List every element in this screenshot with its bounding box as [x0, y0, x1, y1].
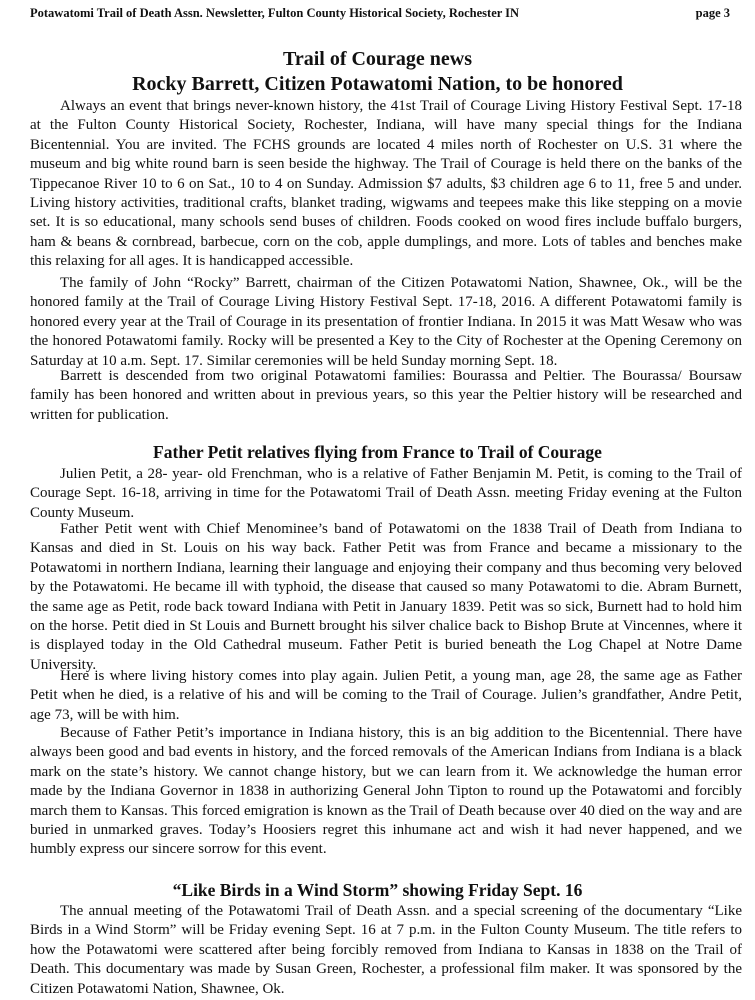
paragraph-s2-1: Julien Petit, a 28- year- old Frenchman, who is a relative of Father Benjamin M. Petit, is coming to the Trail of Courage Sept. 16-18, arriving in time for the Potawatomi Trail of Death Assn. meeting Friday evening at the Fulton County Museum.	[30, 466, 742, 521]
section-title-trail-of-courage-news: Trail of Courage news	[282, 48, 473, 70]
paragraph-s1-1: Always an event that brings never-known history, the 41st Trail of Courage Living History Festival Sept. 17-18 at the Fulton County Historical Society, Rochester, Indiana, will have many special things for the Indiana Bicentennial. You are invited. The FCHS grounds are located 4 miles north of Rochester on U.S. 31 where the museum and big white round barn is seen beside the highway. The Trail of Courage is held there on the banks of the Tippecanoe River 10 to 6 on Sat., 10 to 4 on Sunday. Admission $7 adults, $3 children age 6 to 11, free 5 and under. Living history activities, traditional crafts, blanket trading, wigwams and teepees make this like stepping on a movie set. It is so educational, many schools send buses of children. Foods cooked on wood fires include buffalo burgers, ham & beans & cornbread, barbecue, corn on the cob, apple dumplings, and more. Lots of tables and benches make this relaxing for all ages. It is handicapped accessible.	[30, 98, 742, 270]
paragraph-s3-1: The annual meeting of the Potawatomi Trail of Death Assn. and a special screening of the documentary “Like Birds in a Wind Storm” will be Friday evening Sept. 16 at 7 p.m. in the Fulton County Museum. The title refers to how the Potawatomi were scattered after being forcibly removed from Indiana to Kansas in 1838 on the Trail of Death. This documentary was made by Susan Green, Rochester, a professional film maker. It was sponsored by the Citizen Potawatomi Nation, Shawnee, Ok.	[30, 903, 742, 997]
page-header	[30, 6, 730, 21]
page-number: page 3	[695, 6, 730, 20]
header-text: Potawatomi Trail of Death Assn. Newsletter, Fulton County Historical Society, Rochester IN	[30, 6, 520, 20]
paragraph-s1-2: The family of John “Rocky” Barrett, chairman of the Citizen Potawatomi Nation, Shawnee, Ok., will be the honored family at the Trail of Courage Living History Festival Sept. 17-18, 2016. A different Potawatomi family is honored every year at the Trail of Courage in its presentation of frontier Indiana. In 2015 it was Matt Wesaw who was the honored Potawatomi family. Rocky will be presented a Key to the City of Rochester at the Opening Ceremony on Saturday at 10 a.m. Sept. 17. Similar ceremonies will be held Sunday morning Sept. 18.	[30, 275, 742, 369]
section-title-like-birds: “Like Birds in a Wind Storm” showing Friday Sept. 16	[172, 880, 583, 900]
section-title-father-petit: Father Petit relatives flying from France to Trail of Courage	[153, 442, 602, 462]
paragraph-s2-4: Because of Father Petit’s importance in Indiana history, this is an big addition to the Bicentennial. There have always been good and bad events in history, and the forced removals of the American Indians from Indiana is a black mark on the state’s history. We cannot change history, but we can learn from it. We acknowledge the human error made by the Indiana Governor in 1838 in authorizing General John Tipton to round up the Potawatomi and forcibly march them to Kansas. This forced emigration is known as the Trail of Death because over 40 died on the way and are buried in unmarked graves. Today’s Hoosiers regret this inhumane act and wish it had never happened, and we humbly express our sincere sorrow for this event.	[30, 725, 742, 858]
paragraph-s2-3: Here is where living history comes into play again. Julien Petit, a young man, age 28, the same age as Father Petit when he died, is a relative of his and will be coming to the Trail of Courage. Julien’s grandfather, Andre Petit, age 73, will be with him.	[30, 668, 742, 723]
paragraph-s2-2: Father Petit went with Chief Menominee’s band of Potawatomi on the 1838 Trail of Death from Indiana to Kansas and died in St. Louis on his way back. Father Petit was from France and became a missionary to the Potawatomi in northern Indiana, learning their language and enjoying their company and thus becoming very beloved by the Potawatomi. He became ill with typhoid, the disease that caused so many Potawatomi to die. Abram Burnett, the same age as Petit, rode back toward Indiana with Petit in January 1839. Petit was so sick, Burnett had to hold him on the horse. Petit died in St Louis and Burnett brought his silver chalice back to Bishop Brute at Vincennes, where it is displayed today in the Old Cathedral museum. Father Petit is buried beneath the Log Chapel at Notre Dame University.	[30, 521, 742, 673]
paragraph-s1-3: Barrett is descended from two original Potawatomi families: Bourassa and Peltier. The Bourassa/ Boursaw family has been honored and written about in previous years, so this year the Peltier history will be researched and written for publication.	[30, 368, 742, 423]
section-subtitle-rocky-barrett: Rocky Barrett, Citizen Potawatomi Nation, to be honored	[132, 73, 623, 95]
